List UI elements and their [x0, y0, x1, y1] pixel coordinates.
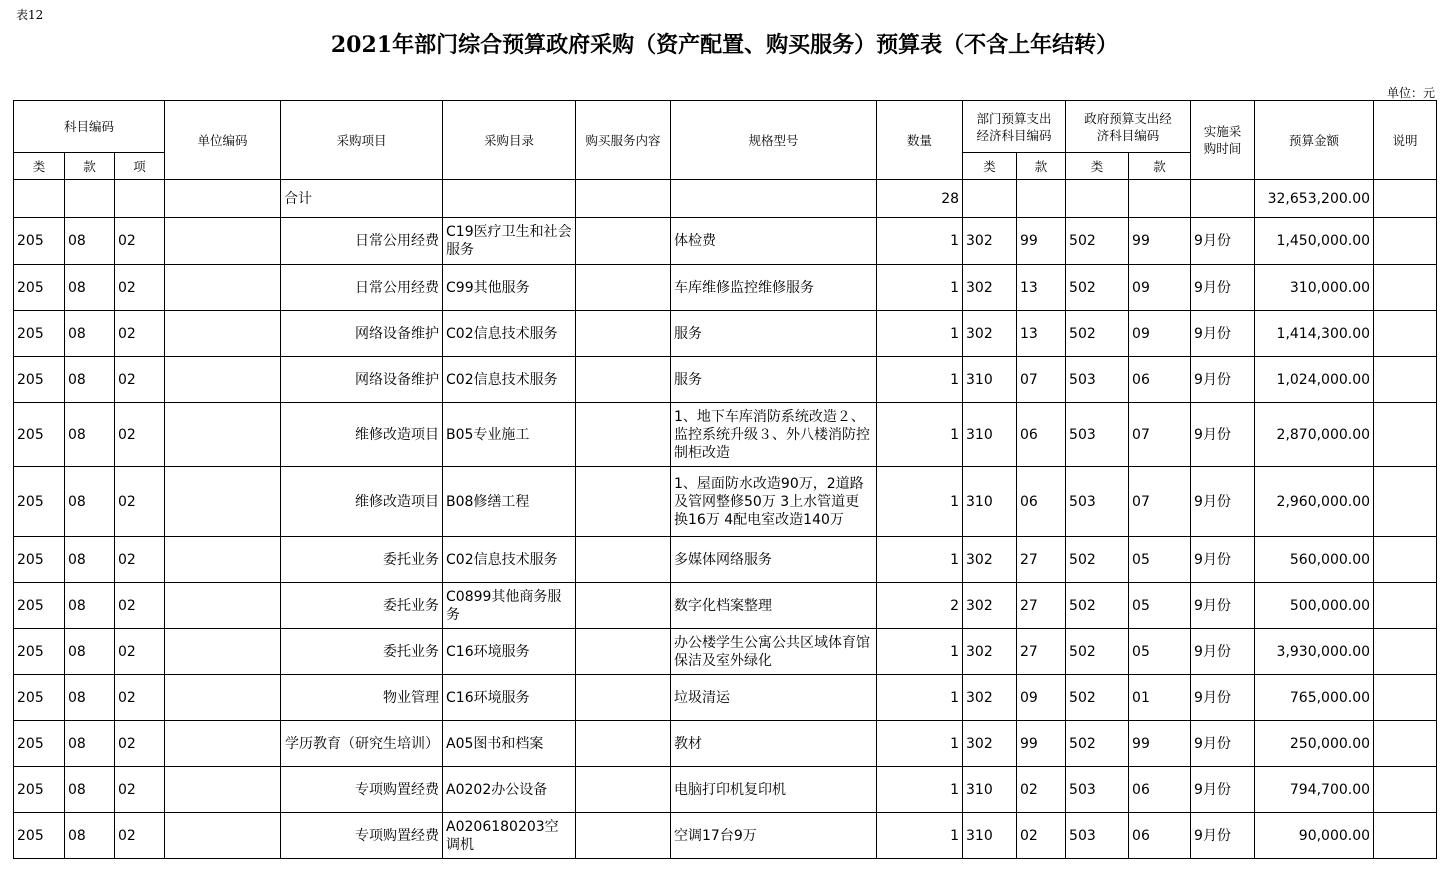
cell-gov-lei: 502	[1066, 218, 1129, 265]
cell-xiang: 02	[115, 675, 165, 721]
header-service-content: 购买服务内容	[576, 101, 671, 180]
cell-dept-lei: 302	[963, 265, 1017, 311]
cell-spec: 垃圾清运	[671, 675, 877, 721]
cell-catalog: C99其他服务	[443, 265, 576, 311]
total-cell-kuan	[65, 180, 115, 218]
cell-spec: 1、地下车库消防系统改造２、监控系统升级３、外八楼消防控制柜改造	[671, 403, 877, 467]
header-spec: 规格型号	[671, 101, 877, 180]
cell-service	[576, 629, 671, 675]
cell-amount: 1,450,000.00	[1255, 218, 1374, 265]
cell-time: 9月份	[1191, 675, 1255, 721]
cell-dept-kuan: 99	[1017, 218, 1066, 265]
cell-xiang: 02	[115, 583, 165, 629]
cell-service	[576, 537, 671, 583]
cell-kuan: 08	[65, 675, 115, 721]
cell-dept-lei: 310	[963, 813, 1017, 859]
table-row	[14, 357, 1437, 403]
cell-catalog: C16环境服务	[443, 629, 576, 675]
cell-gov-lei: 502	[1066, 311, 1129, 357]
cell-kuan: 08	[65, 265, 115, 311]
cell-service	[576, 675, 671, 721]
cell-catalog: B08修缮工程	[443, 467, 576, 537]
cell-qty: 1	[877, 813, 963, 859]
cell-gov-kuan: 05	[1129, 537, 1191, 583]
total-cell-note	[1374, 180, 1437, 218]
header-dept-econ: 部门预算支出经济科目编码	[963, 101, 1066, 153]
cell-unit-code	[165, 721, 281, 767]
cell-service	[576, 403, 671, 467]
cell-time: 9月份	[1191, 311, 1255, 357]
cell-spec: 多媒体网络服务	[671, 537, 877, 583]
cell-amount: 500,000.00	[1255, 583, 1374, 629]
cell-lei: 205	[14, 357, 65, 403]
cell-catalog: C0899其他商务服务	[443, 583, 576, 629]
cell-note	[1374, 357, 1437, 403]
cell-lei: 205	[14, 467, 65, 537]
cell-project: 专项购置经费	[281, 767, 443, 813]
cell-time: 9月份	[1191, 467, 1255, 537]
cell-qty: 1	[877, 265, 963, 311]
cell-gov-lei: 502	[1066, 537, 1129, 583]
cell-amount: 310,000.00	[1255, 265, 1374, 311]
cell-gov-kuan: 06	[1129, 357, 1191, 403]
total-cell-dk	[1017, 180, 1066, 218]
cell-kuan: 08	[65, 311, 115, 357]
cell-amount: 3,930,000.00	[1255, 629, 1374, 675]
cell-gov-kuan: 99	[1129, 218, 1191, 265]
cell-xiang: 02	[115, 629, 165, 675]
header-row-1	[14, 101, 1437, 153]
cell-gov-kuan: 05	[1129, 629, 1191, 675]
cell-project: 网络设备维护	[281, 357, 443, 403]
cell-unit-code	[165, 767, 281, 813]
cell-unit-code	[165, 403, 281, 467]
cell-kuan: 08	[65, 467, 115, 537]
cell-lei: 205	[14, 218, 65, 265]
cell-service	[576, 218, 671, 265]
cell-lei: 205	[14, 265, 65, 311]
cell-lei: 205	[14, 721, 65, 767]
cell-dept-lei: 310	[963, 357, 1017, 403]
cell-time: 9月份	[1191, 403, 1255, 467]
cell-amount: 765,000.00	[1255, 675, 1374, 721]
table-row	[14, 537, 1437, 583]
cell-dept-kuan: 07	[1017, 357, 1066, 403]
cell-amount: 2,960,000.00	[1255, 467, 1374, 537]
cell-dept-lei: 302	[963, 537, 1017, 583]
cell-dept-lei: 302	[963, 721, 1017, 767]
table-row	[14, 721, 1437, 767]
cell-dept-lei: 302	[963, 629, 1017, 675]
cell-unit-code	[165, 218, 281, 265]
cell-dept-kuan: 02	[1017, 767, 1066, 813]
cell-time: 9月份	[1191, 537, 1255, 583]
cell-gov-kuan: 07	[1129, 467, 1191, 537]
cell-gov-kuan: 06	[1129, 767, 1191, 813]
cell-qty: 1	[877, 537, 963, 583]
cell-spec: 空调17台9万	[671, 813, 877, 859]
total-amount: 32,653,200.00	[1255, 180, 1374, 218]
cell-kuan: 08	[65, 403, 115, 467]
cell-dept-lei: 302	[963, 583, 1017, 629]
cell-qty: 2	[877, 583, 963, 629]
header-gov-econ: 政府预算支出经济科目编码	[1066, 101, 1191, 153]
cell-lei: 205	[14, 675, 65, 721]
unit-label: 单位：元	[1386, 86, 1435, 100]
cell-note	[1374, 265, 1437, 311]
cell-kuan: 08	[65, 357, 115, 403]
total-row	[14, 180, 1437, 218]
cell-unit-code	[165, 467, 281, 537]
cell-gov-kuan: 01	[1129, 675, 1191, 721]
cell-dept-kuan: 27	[1017, 583, 1066, 629]
cell-dept-lei: 302	[963, 311, 1017, 357]
header-project: 采购项目	[281, 101, 443, 180]
cell-xiang: 02	[115, 721, 165, 767]
budget-table	[13, 100, 1437, 859]
cell-time: 9月份	[1191, 721, 1255, 767]
header-dept-lei: 类	[963, 153, 1017, 180]
header-gov-kuan: 款	[1129, 153, 1191, 180]
cell-gov-lei: 502	[1066, 265, 1129, 311]
cell-gov-lei: 503	[1066, 357, 1129, 403]
table-row	[14, 767, 1437, 813]
header-note: 说明	[1374, 101, 1437, 180]
cell-xiang: 02	[115, 265, 165, 311]
cell-spec: 电脑打印机复印机	[671, 767, 877, 813]
header-catalog: 采购目录	[443, 101, 576, 180]
total-label: 合计	[281, 180, 443, 218]
cell-dept-lei: 302	[963, 218, 1017, 265]
cell-spec: 体检费	[671, 218, 877, 265]
cell-note	[1374, 311, 1437, 357]
cell-kuan: 08	[65, 583, 115, 629]
total-cell-xiang	[115, 180, 165, 218]
cell-xiang: 02	[115, 311, 165, 357]
cell-unit-code	[165, 629, 281, 675]
cell-unit-code	[165, 537, 281, 583]
cell-catalog: C02信息技术服务	[443, 537, 576, 583]
cell-qty: 1	[877, 357, 963, 403]
total-cell-spec	[671, 180, 877, 218]
total-cell-dl	[963, 180, 1017, 218]
cell-project: 委托业务	[281, 537, 443, 583]
table-body	[14, 101, 1437, 859]
cell-dept-kuan: 27	[1017, 629, 1066, 675]
header-unit-code: 单位编码	[165, 101, 281, 180]
cell-xiang: 02	[115, 537, 165, 583]
cell-lei: 205	[14, 537, 65, 583]
cell-gov-kuan: 06	[1129, 813, 1191, 859]
cell-note	[1374, 721, 1437, 767]
cell-kuan: 08	[65, 767, 115, 813]
cell-amount: 250,000.00	[1255, 721, 1374, 767]
table-row	[14, 311, 1437, 357]
cell-unit-code	[165, 265, 281, 311]
cell-spec: 1、屋面防水改造90万，2道路及管网整修50万 3上水管道更换16万 4配电室改造140万	[671, 467, 877, 537]
cell-time: 9月份	[1191, 767, 1255, 813]
cell-lei: 205	[14, 629, 65, 675]
cell-catalog: A0202办公设备	[443, 767, 576, 813]
cell-gov-lei: 503	[1066, 767, 1129, 813]
cell-gov-lei: 503	[1066, 813, 1129, 859]
cell-note	[1374, 629, 1437, 675]
total-cell-gk	[1129, 180, 1191, 218]
cell-gov-kuan: 07	[1129, 403, 1191, 467]
cell-note	[1374, 467, 1437, 537]
cell-unit-code	[165, 675, 281, 721]
cell-catalog: B05专业施工	[443, 403, 576, 467]
cell-project: 专项购置经费	[281, 813, 443, 859]
cell-xiang: 02	[115, 467, 165, 537]
cell-project: 网络设备维护	[281, 311, 443, 357]
cell-unit-code	[165, 357, 281, 403]
cell-qty: 1	[877, 675, 963, 721]
cell-gov-kuan: 09	[1129, 265, 1191, 311]
cell-catalog: C19医疗卫生和社会服务	[443, 218, 576, 265]
cell-dept-lei: 302	[963, 675, 1017, 721]
cell-xiang: 02	[115, 767, 165, 813]
cell-gov-kuan: 05	[1129, 583, 1191, 629]
cell-service	[576, 721, 671, 767]
cell-catalog: C02信息技术服务	[443, 311, 576, 357]
cell-amount: 560,000.00	[1255, 537, 1374, 583]
cell-dept-lei: 310	[963, 767, 1017, 813]
cell-catalog: C02信息技术服务	[443, 357, 576, 403]
cell-kuan: 08	[65, 218, 115, 265]
cell-spec: 办公楼学生公寓公共区域体育馆保洁及室外绿化	[671, 629, 877, 675]
cell-dept-kuan: 06	[1017, 403, 1066, 467]
table-row	[14, 403, 1437, 467]
cell-service	[576, 583, 671, 629]
total-cell-service	[576, 180, 671, 218]
cell-kuan: 08	[65, 537, 115, 583]
cell-qty: 1	[877, 311, 963, 357]
cell-gov-lei: 503	[1066, 467, 1129, 537]
cell-spec: 服务	[671, 311, 877, 357]
cell-note	[1374, 675, 1437, 721]
cell-spec: 服务	[671, 357, 877, 403]
cell-time: 9月份	[1191, 583, 1255, 629]
cell-unit-code	[165, 311, 281, 357]
cell-project: 维修改造项目	[281, 467, 443, 537]
cell-gov-kuan: 99	[1129, 721, 1191, 767]
cell-dept-kuan: 13	[1017, 265, 1066, 311]
table-row	[14, 265, 1437, 311]
table-row	[14, 813, 1437, 859]
cell-project: 维修改造项目	[281, 403, 443, 467]
cell-note	[1374, 583, 1437, 629]
header-lei: 类	[14, 153, 65, 180]
cell-kuan: 08	[65, 813, 115, 859]
cell-amount: 1,024,000.00	[1255, 357, 1374, 403]
cell-project: 委托业务	[281, 583, 443, 629]
cell-xiang: 02	[115, 813, 165, 859]
cell-service	[576, 265, 671, 311]
cell-amount: 2,870,000.00	[1255, 403, 1374, 467]
cell-project: 学历教育（研究生培训）	[281, 721, 443, 767]
table-row	[14, 467, 1437, 537]
total-cell-time	[1191, 180, 1255, 218]
cell-dept-kuan: 02	[1017, 813, 1066, 859]
cell-lei: 205	[14, 583, 65, 629]
cell-spec: 数字化档案整理	[671, 583, 877, 629]
cell-catalog: A0206180203空调机	[443, 813, 576, 859]
cell-catalog: C16环境服务	[443, 675, 576, 721]
table-row	[14, 629, 1437, 675]
cell-time: 9月份	[1191, 218, 1255, 265]
header-time: 实施采购时间	[1191, 101, 1255, 180]
cell-note	[1374, 537, 1437, 583]
header-gov-lei: 类	[1066, 153, 1129, 180]
header-kuan: 款	[65, 153, 115, 180]
header-amount: 预算金额	[1255, 101, 1374, 180]
header-xiang: 项	[115, 153, 165, 180]
cell-spec: 教材	[671, 721, 877, 767]
cell-dept-kuan: 99	[1017, 721, 1066, 767]
cell-catalog: A05图书和档案	[443, 721, 576, 767]
cell-qty: 1	[877, 629, 963, 675]
cell-project: 日常公用经费	[281, 218, 443, 265]
cell-project: 物业管理	[281, 675, 443, 721]
cell-project: 日常公用经费	[281, 265, 443, 311]
total-cell-catalog	[443, 180, 576, 218]
cell-time: 9月份	[1191, 813, 1255, 859]
cell-kuan: 08	[65, 629, 115, 675]
cell-amount: 90,000.00	[1255, 813, 1374, 859]
cell-gov-lei: 502	[1066, 675, 1129, 721]
cell-service	[576, 311, 671, 357]
cell-time: 9月份	[1191, 265, 1255, 311]
cell-note	[1374, 403, 1437, 467]
table-row	[14, 583, 1437, 629]
cell-note	[1374, 218, 1437, 265]
cell-service	[576, 813, 671, 859]
cell-qty: 1	[877, 721, 963, 767]
header-dept-kuan: 款	[1017, 153, 1066, 180]
cell-qty: 1	[877, 218, 963, 265]
cell-kuan: 08	[65, 721, 115, 767]
cell-project: 委托业务	[281, 629, 443, 675]
cell-lei: 205	[14, 767, 65, 813]
cell-time: 9月份	[1191, 629, 1255, 675]
total-cell-lei	[14, 180, 65, 218]
cell-note	[1374, 767, 1437, 813]
cell-gov-lei: 502	[1066, 583, 1129, 629]
header-subject-code: 科目编码	[14, 101, 165, 153]
cell-spec: 车库维修监控维修服务	[671, 265, 877, 311]
cell-lei: 205	[14, 813, 65, 859]
cell-qty: 1	[877, 767, 963, 813]
cell-service	[576, 767, 671, 813]
cell-service	[576, 467, 671, 537]
cell-gov-kuan: 09	[1129, 311, 1191, 357]
cell-xiang: 02	[115, 357, 165, 403]
cell-amount: 794,700.00	[1255, 767, 1374, 813]
cell-qty: 1	[877, 467, 963, 537]
total-cell-gl	[1066, 180, 1129, 218]
cell-dept-kuan: 09	[1017, 675, 1066, 721]
cell-xiang: 02	[115, 403, 165, 467]
cell-unit-code	[165, 813, 281, 859]
cell-dept-kuan: 13	[1017, 311, 1066, 357]
cell-note	[1374, 813, 1437, 859]
cell-dept-lei: 310	[963, 403, 1017, 467]
total-qty: 28	[877, 180, 963, 218]
cell-qty: 1	[877, 403, 963, 467]
cell-xiang: 02	[115, 218, 165, 265]
cell-lei: 205	[14, 311, 65, 357]
total-cell-unit	[165, 180, 281, 218]
cell-time: 9月份	[1191, 357, 1255, 403]
cell-service	[576, 357, 671, 403]
cell-gov-lei: 503	[1066, 403, 1129, 467]
cell-dept-kuan: 06	[1017, 467, 1066, 537]
header-qty: 数量	[877, 101, 963, 180]
cell-dept-lei: 310	[963, 467, 1017, 537]
cell-amount: 1,414,300.00	[1255, 311, 1374, 357]
page-title: 2021年部门综合预算政府采购（资产配置、购买服务）预算表（不含上年结转）	[330, 32, 1119, 58]
table-row	[14, 675, 1437, 721]
table-number: 表12	[16, 8, 44, 22]
cell-lei: 205	[14, 403, 65, 467]
cell-unit-code	[165, 583, 281, 629]
cell-gov-lei: 502	[1066, 629, 1129, 675]
cell-gov-lei: 502	[1066, 721, 1129, 767]
cell-dept-kuan: 27	[1017, 537, 1066, 583]
table-row	[14, 218, 1437, 265]
